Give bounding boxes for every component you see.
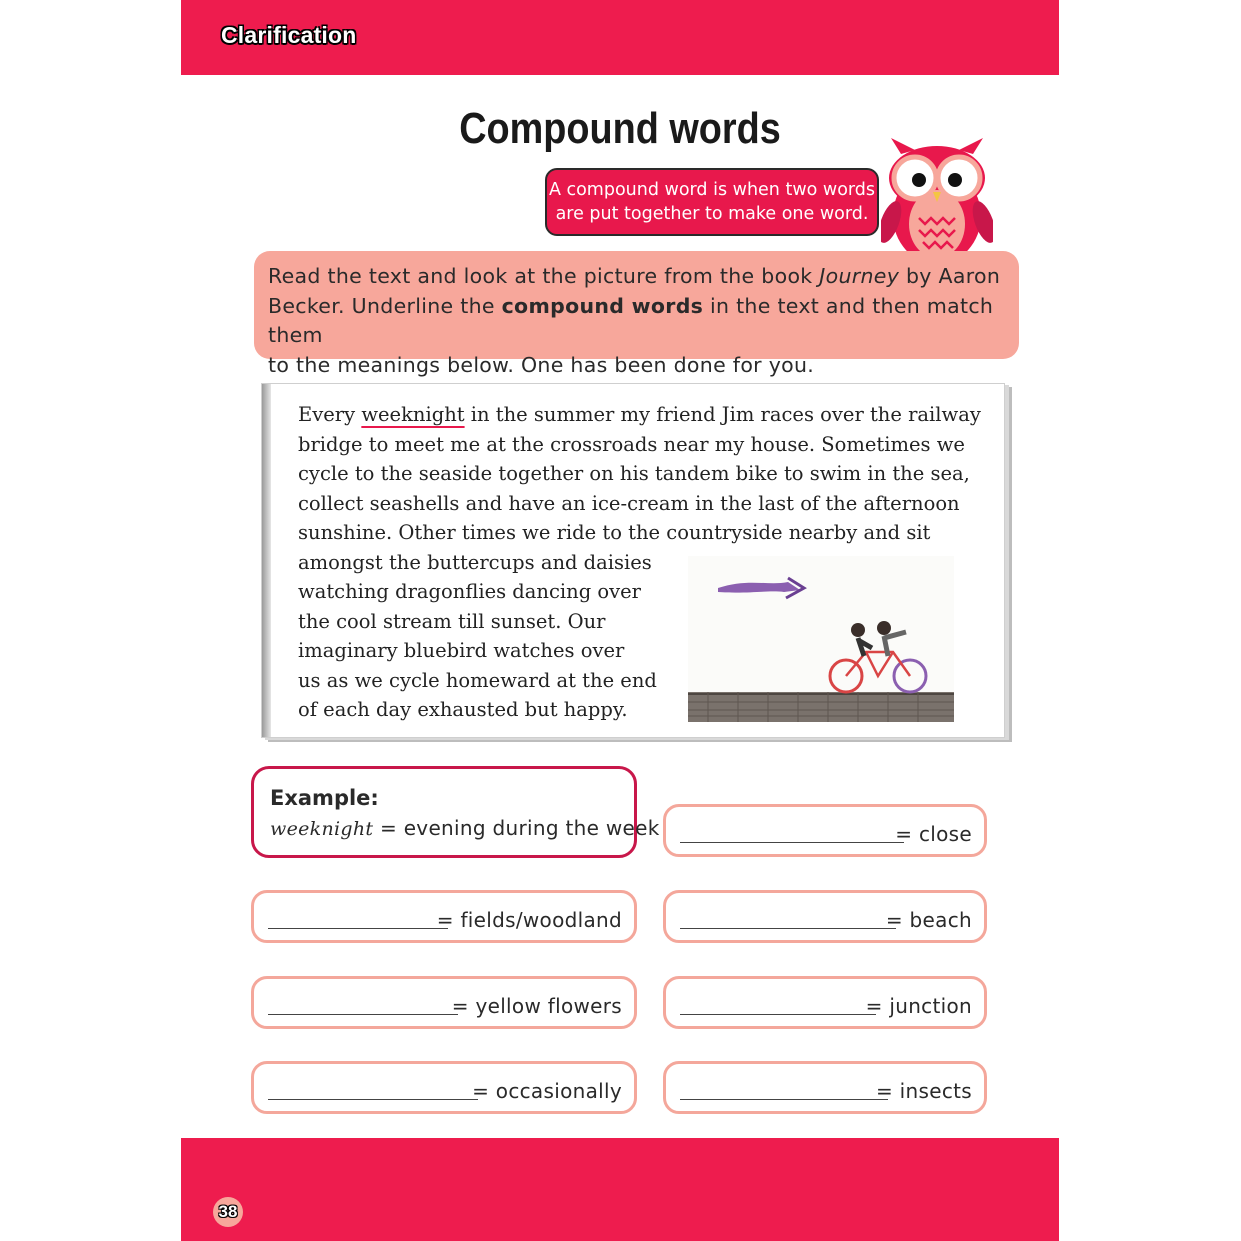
answer-card-junction [663, 976, 987, 1029]
book-excerpt [261, 383, 1005, 738]
story-text-fragment: in the summer my friend Jim races over the railway [464, 403, 981, 426]
speech-bubble-line-1: A compound word is when two words [548, 180, 876, 200]
header-band [181, 0, 1059, 75]
answer-meaning: = insects [875, 1079, 972, 1103]
story-line: amongst the buttercups and daisies [298, 550, 652, 574]
story-text-fragment: Every [298, 403, 362, 426]
instructions-panel [254, 251, 1019, 377]
answer-blank[interactable] [268, 1099, 478, 1100]
instructions-line-2 [268, 292, 1005, 351]
footer-band [181, 1138, 1059, 1241]
example-word: weeknight [270, 818, 374, 840]
tandem-bike-illustration [688, 556, 954, 722]
answer-meaning: = occasionally [472, 1079, 622, 1103]
example-card [251, 766, 660, 858]
answer-blank[interactable] [680, 1014, 876, 1015]
instructions-text: Becker. Underline the [268, 293, 502, 318]
speech-bubble-line-2: are put together to make one word. [555, 204, 869, 224]
answer-blank[interactable] [680, 1099, 888, 1100]
speech-bubble [545, 168, 879, 236]
instructions-line-3: to the meanings below. One has been done for you. [268, 352, 815, 377]
example-label: Example: [270, 786, 379, 810]
book-spine [262, 384, 271, 737]
story-line: collect seashells and have an ice-cream in the last of the afternoon [298, 491, 960, 515]
story-line: the cool stream till sunset. Our [298, 609, 606, 633]
story-line: of each day exhausted but happy. [298, 698, 628, 721]
story-line: watching dragonflies dancing over [298, 580, 641, 603]
answer-blank[interactable] [680, 928, 896, 929]
book-title: Journey [819, 264, 900, 288]
section-label: Clarification [221, 22, 357, 48]
answer-meaning: = beach [885, 908, 972, 932]
instructions-text: by Aaron [899, 264, 1001, 288]
owl-mascot-icon [881, 138, 993, 264]
answer-meaning: = junction [865, 994, 972, 1018]
example-answer [270, 813, 660, 844]
page-title: Compound words [459, 104, 781, 153]
answer-meaning: = yellow flowers [451, 994, 622, 1018]
answer-meaning: = fields/woodland [436, 908, 622, 932]
answer-card-insects [663, 1061, 987, 1114]
story-line: us as we cycle homeward at the end [298, 668, 657, 692]
instructions-line-1 [268, 262, 1005, 292]
story-line: bridge to meet me at the crossroads near my house. Sometimes we [298, 432, 965, 456]
answer-card-yellow-flowers [251, 976, 637, 1029]
page-number: 38 [213, 1197, 243, 1227]
story-line: cycle to the seaside together on his tandem bike to swim in the sea, [298, 462, 970, 485]
worksheet-page [181, 0, 1059, 1241]
answer-blank[interactable] [268, 928, 448, 929]
story-line: imaginary bluebird watches over [298, 639, 625, 662]
answer-meaning: = close [895, 822, 972, 846]
underlined-compound-word: weeknight [361, 403, 465, 426]
answer-blank[interactable] [268, 1014, 458, 1015]
answer-card-fields-woodland [251, 890, 637, 943]
answer-blank[interactable] [680, 842, 904, 843]
example-meaning: = evening during the week [373, 816, 660, 840]
instructions-text: in the text and then match them [268, 293, 994, 347]
story-line: sunshine. Other times we ride to the countryside nearby and sit [298, 521, 931, 544]
answer-card-occasionally [251, 1061, 637, 1114]
instructions-text: Read the text and look at the picture from the book [268, 264, 820, 288]
story-line [298, 400, 988, 430]
answer-card-close [663, 804, 987, 857]
instructions-keyword: compound words [501, 293, 704, 318]
answer-card-beach [663, 890, 987, 943]
